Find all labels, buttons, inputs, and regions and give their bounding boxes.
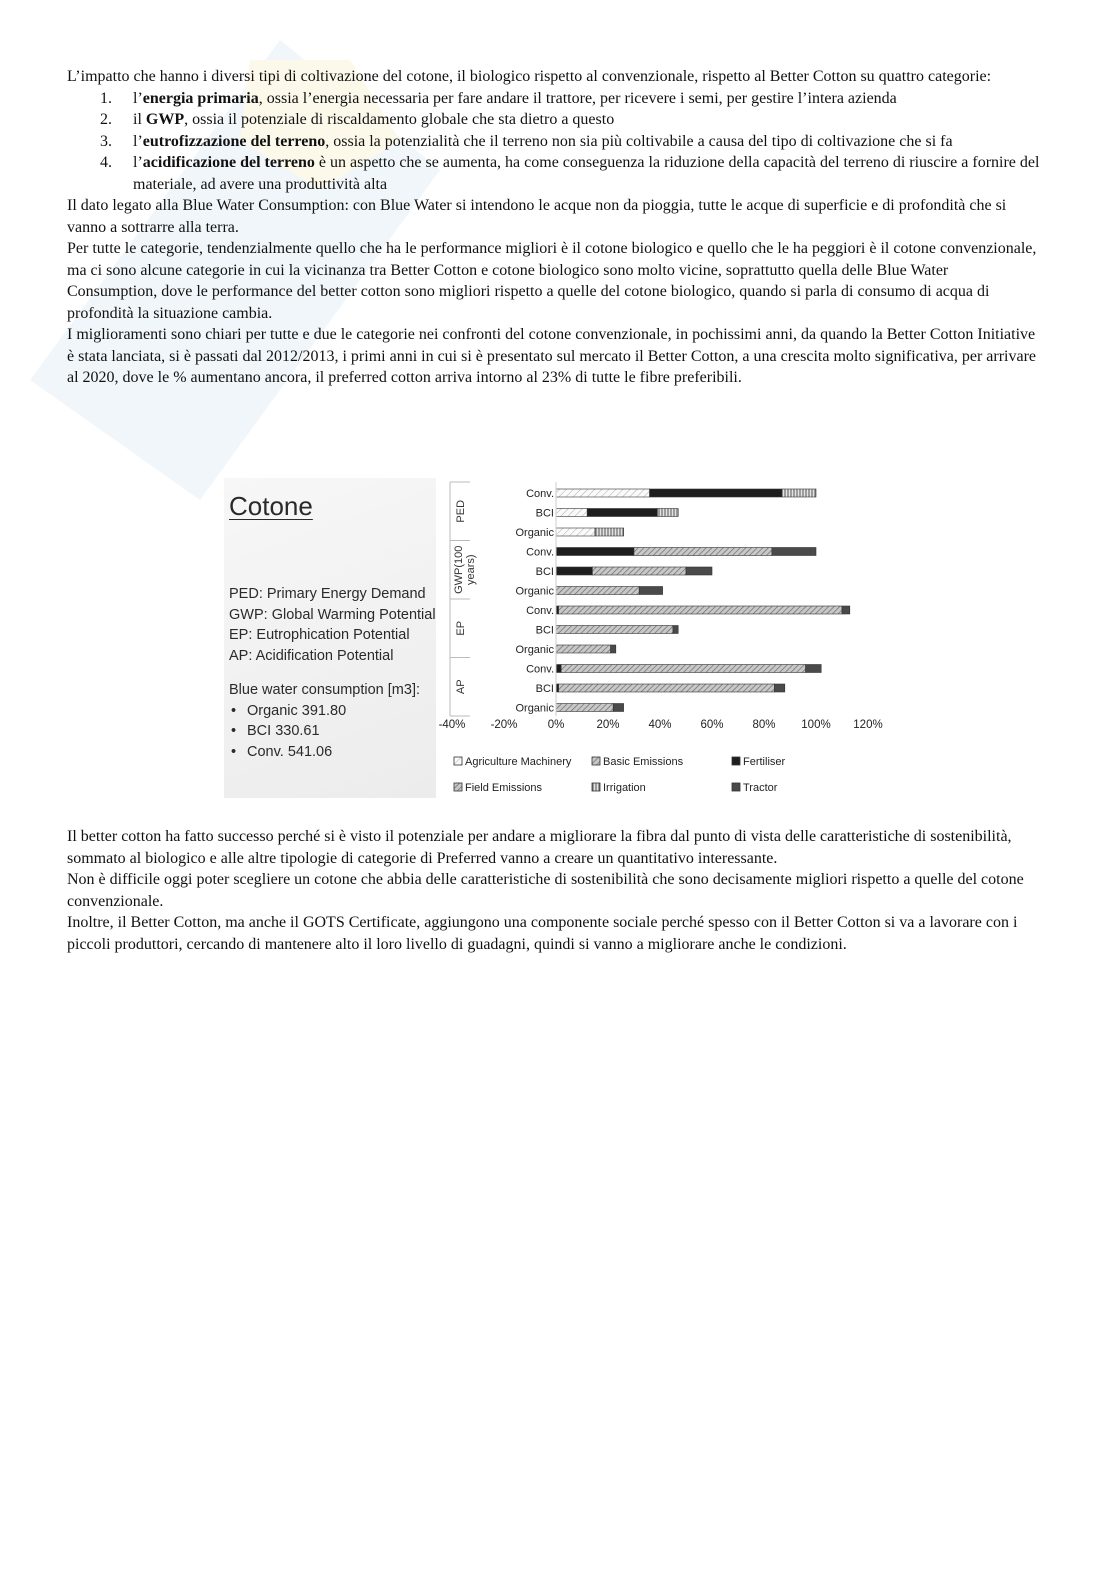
- bar-label: Conv.: [526, 663, 554, 676]
- x-tick-label: 80%: [752, 719, 776, 731]
- blue-water-item: [229, 721, 420, 742]
- abbreviation-item: PED: Primary Energy Demand: [229, 586, 426, 602]
- legend-label: Irrigation: [603, 782, 646, 794]
- bar-segment: [556, 626, 673, 634]
- impact-chart: [436, 478, 884, 798]
- bar-segment: [556, 528, 595, 536]
- list-text-post: è un aspetto che se aumenta, ha come conseguenza la riduzione della capacità del terreno di riuscire a fornire del materiale, ad avere una produttività alta: [133, 154, 1040, 193]
- bar-segment: [842, 606, 850, 614]
- legend-swatch: [454, 757, 462, 765]
- list-text-pre: l’: [133, 89, 143, 107]
- legend-swatch: [592, 783, 600, 791]
- list-text-post: , ossia la potenzialità che il terreno non sia più coltivabile a causa del tipo di coltivazione che si fa: [325, 132, 953, 150]
- bar-segment: [774, 684, 784, 692]
- list-term: GWP: [145, 111, 185, 128]
- bar-label: BCI: [535, 624, 554, 637]
- figure-title: Cotone: [229, 491, 313, 521]
- bar-segment: [559, 606, 842, 614]
- abbreviations-list: [229, 584, 436, 666]
- group-label: AP: [455, 679, 467, 695]
- legend-label: Field Emissions: [465, 782, 543, 794]
- figure-text-panel: [224, 478, 436, 798]
- bar-segment: [613, 704, 623, 712]
- x-tick-label: 60%: [700, 719, 724, 731]
- document-body: [67, 66, 1042, 389]
- blue-water-title: Blue water consumption [m3]:: [229, 682, 421, 698]
- bar-label: Organic: [515, 585, 554, 598]
- group-label: GWP(100years): [453, 545, 477, 594]
- bar-segment: [639, 587, 662, 595]
- bar-segment: [587, 509, 657, 517]
- group-label: EP: [455, 620, 467, 636]
- bullet-icon: •: [231, 723, 237, 739]
- list-term: energia primaria: [142, 89, 259, 107]
- legend-label: Tractor: [743, 782, 778, 794]
- legend-label: Agriculture Machinery: [465, 756, 572, 768]
- bar-label: Conv.: [526, 546, 554, 559]
- bar-segment: [686, 567, 712, 575]
- list-number: 3.: [100, 132, 112, 150]
- blue-water-item: [229, 701, 420, 722]
- bar-label: Organic: [515, 702, 554, 715]
- list-text-post: , ossia l’energia necessaria per fare andare il trattore, per ricevere i semi, per gestire l’intera azienda: [258, 89, 897, 107]
- bar-segment: [556, 567, 592, 575]
- blue-water-item: [229, 742, 420, 763]
- bar-label: Conv.: [526, 605, 554, 617]
- social-paragraph: Inoltre, il Better Cotton, ma anche il GOTS Certificate, aggiungono una componente sociale perché spesso con il Better Cotton si va a lavorare con i piccoli produttori, cercando di mantenere alto il loro livello di guadagni, quindi si vanno a migliorare anche le condizioni.: [67, 914, 1018, 953]
- list-term: eutrofizzazione del terreno: [142, 132, 326, 150]
- bar-label: BCI: [535, 683, 554, 695]
- bar-segment: [657, 509, 678, 517]
- legend-label: Fertiliser: [743, 756, 786, 768]
- blue-water-list: [229, 701, 420, 763]
- bar-segment: [559, 684, 775, 692]
- legend-swatch: [454, 783, 462, 791]
- list-text-post: , ossia il potenziale di riscaldamento globale che sta dietro a questo: [184, 111, 615, 128]
- bar-segment: [611, 645, 616, 653]
- bar-segment: [772, 548, 816, 556]
- bar-segment: [595, 528, 624, 536]
- list-text-pre: l’: [133, 154, 143, 171]
- document-body-continued: [67, 826, 1042, 955]
- bar-segment: [634, 548, 772, 556]
- blue-water-box: [229, 680, 420, 762]
- legend-swatch: [592, 757, 600, 765]
- bullet-icon: •: [231, 743, 237, 760]
- abbreviation-item: AP: Acidification Potential: [229, 647, 394, 664]
- list-text-pre: l’: [133, 132, 143, 150]
- bar-segment: [782, 489, 816, 497]
- list-item: [67, 152, 1042, 195]
- improvements-paragraph: I miglioramenti sono chiari per tutte e due le categorie nei confronti del cotone convenzionale, in pochissimi anni, da quando la Better Cotton Initiative è stata lanciata, si è passati dal 2012/2013, i primi anni in cui si è presentato sul mercato il Better Cotton, a una crescita molto significativa, per arrivare al 2020, dove le % aumentano ancora, il preferred cotton arriva intorno al 23% di tutte le fibre preferibili.: [67, 326, 1037, 386]
- list-number: 2.: [100, 111, 112, 128]
- bullet-icon: •: [231, 702, 237, 719]
- bar-label: Organic: [515, 644, 554, 656]
- list-number: 1.: [100, 89, 112, 107]
- list-number: 4.: [100, 154, 112, 171]
- bar-segment: [556, 587, 639, 595]
- categories-list: [67, 88, 1042, 196]
- bar-segment: [561, 665, 805, 673]
- list-item: [67, 88, 1042, 110]
- blue-water-value: Organic 391.80: [247, 702, 347, 719]
- bar-segment: [592, 567, 686, 575]
- intro-paragraph: L’impatto che hanno i diversi tipi di coltivazione del cotone, il biologico rispetto al convenzionale, rispetto al Better Cotton su quattro categorie:: [67, 68, 992, 85]
- choice-paragraph: Non è difficile oggi poter scegliere un cotone che abbia delle caratteristiche di sostenibilità che sono decisamente migliori rispetto a quelle del cotone convenzionale.: [67, 871, 1024, 910]
- x-tick-label: -40%: [438, 719, 466, 731]
- success-paragraph: Il better cotton ha fatto successo perché si è visto il potenziale per andare a migliorare la fibra dal punto di vista delle caratteristiche di sostenibilità, sommato al biologico e alle altre tipologie di categorie di Preferred vanno a creare un quantitativo interessante.: [67, 828, 1012, 867]
- x-tick-label: 120%: [853, 719, 883, 731]
- impact-chart-svg: [436, 478, 884, 798]
- abbreviation-item: EP: Eutrophication Potential: [229, 627, 410, 643]
- bar-label: BCI: [535, 507, 554, 520]
- x-tick-label: -20%: [490, 719, 518, 731]
- x-tick-label: 20%: [596, 719, 620, 731]
- list-text-pre: il: [133, 111, 146, 128]
- x-tick-label: 0%: [547, 719, 565, 731]
- x-tick-label: 100%: [801, 719, 831, 731]
- bar-segment: [556, 548, 634, 556]
- list-term: acidificazione del terreno: [142, 154, 315, 171]
- bar-segment: [556, 509, 587, 517]
- bar-label: Organic: [515, 527, 554, 539]
- list-item: [67, 131, 1042, 153]
- list-item: [67, 109, 1042, 131]
- bar-segment: [556, 704, 613, 712]
- bar-segment: [556, 665, 561, 673]
- blue-water-value: BCI 330.61: [247, 723, 320, 739]
- blue-water-paragraph: Il dato legato alla Blue Water Consumption: con Blue Water si intendono le acque non da pioggia, tutte le acque di superficie e di profondità che si vanno a sottrarre alla terra.: [67, 197, 1007, 236]
- bar-segment: [650, 489, 783, 497]
- bar-segment: [673, 626, 678, 634]
- legend-label: Basic Emissions: [603, 756, 684, 768]
- bar-label: BCI: [535, 566, 554, 578]
- bar-segment: [806, 665, 822, 673]
- bar-label: Conv.: [526, 488, 554, 500]
- legend-swatch: [732, 757, 740, 765]
- legend-swatch: [732, 783, 740, 791]
- bar-segment: [556, 645, 611, 653]
- performance-paragraph: Per tutte le categorie, tendenzialmente quello che ha le performance migliori è il cotone biologico e quello che le ha peggiori è il cotone convenzionale, ma ci sono alcune categorie in cui la vicinanza tra Better Cotton e cotone biologico sono molto vicine, soprattutto quella delle Blue Water Consumption, dove le performance del better cotton sono migliori rispetto a quelle del cotone biologico, quando si parla di consumo di acqua di profondità la situazione cambia.: [67, 240, 1037, 322]
- blue-water-value: Conv. 541.06: [247, 743, 333, 760]
- abbreviation-item: GWP: Global Warming Potential: [229, 606, 436, 623]
- x-tick-label: 40%: [648, 719, 672, 731]
- bar-segment: [556, 489, 650, 497]
- group-label: PED: [455, 499, 467, 523]
- cotton-figure: [224, 478, 884, 798]
